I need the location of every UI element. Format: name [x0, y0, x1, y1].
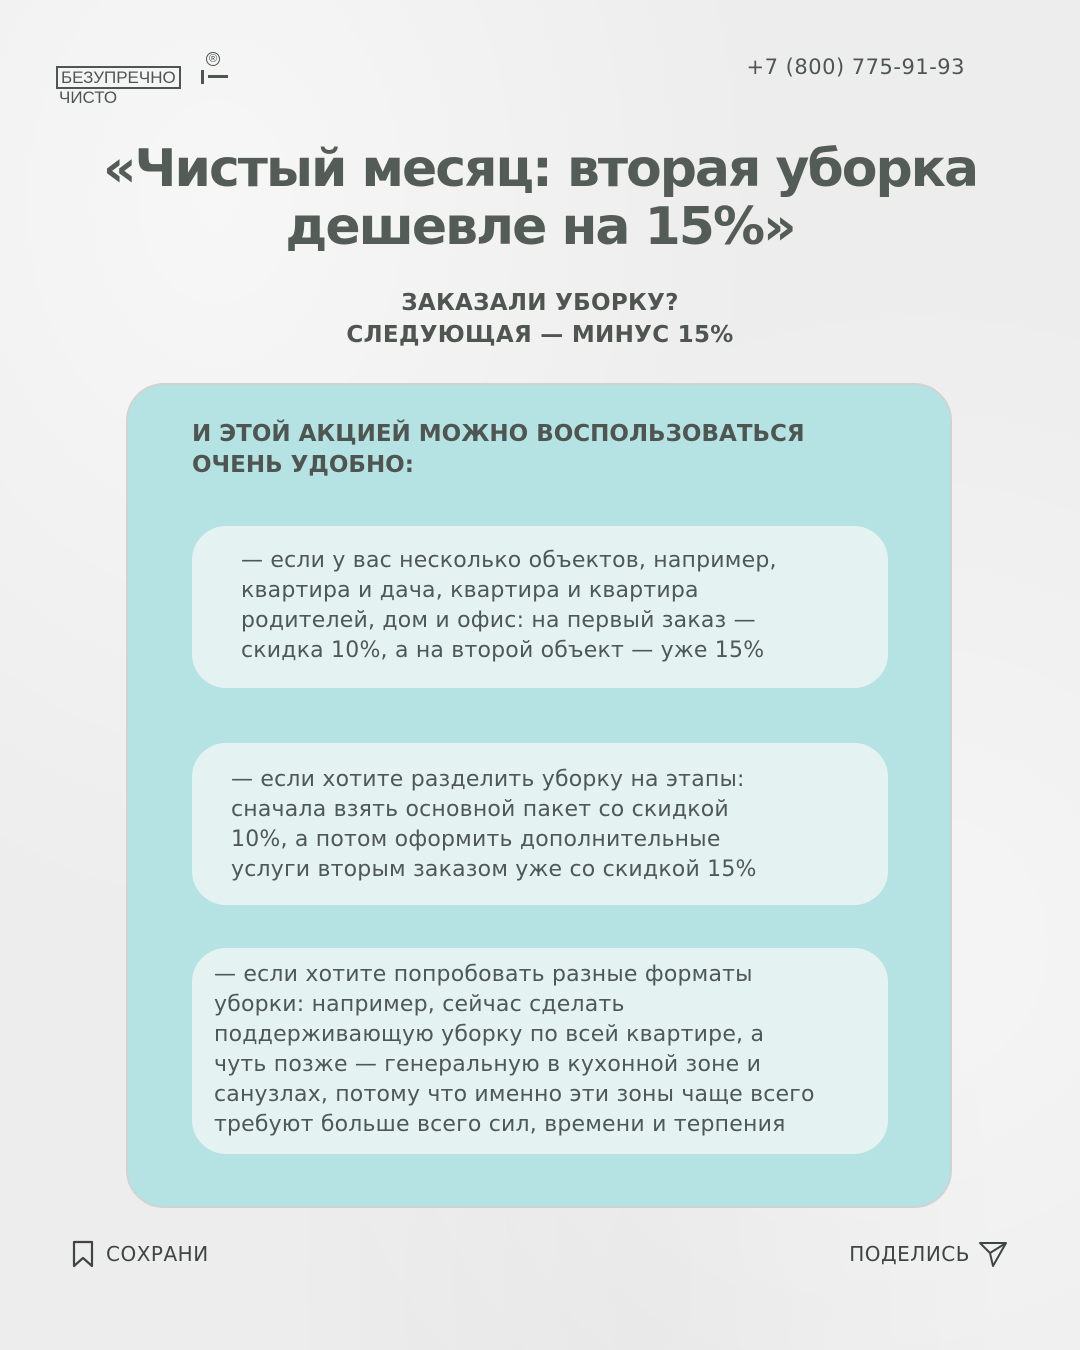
bookmark-icon: [72, 1240, 94, 1268]
phone-number[interactable]: +7 (800) 775-91-93: [746, 55, 965, 79]
card-heading: И ЭТОЙ АКЦИЕЙ МОЖНО ВОСПОЛЬЗОВАТЬСЯ ОЧЕНЬ УДОБНО:: [192, 421, 805, 478]
share-label: ПОДЕЛИСЬ: [849, 1242, 970, 1266]
benefit-bubble-3: [192, 948, 888, 1154]
logo-line-2: ЧИСТО: [59, 88, 118, 107]
benefit-text-1: — если у вас несколько объектов, например, квартира и дача, квартира и квартира родителей, дом и офис: на первый заказ — скидка 10%, а на второй объект — уже 15%: [241, 548, 777, 663]
save-label: СОХРАНИ: [106, 1242, 209, 1266]
logo-line-1: БЕЗУПРЕЧНО: [56, 66, 181, 89]
benefit-text-3: — если хотите попробовать разные форматы уборки: например, сейчас сделать поддерживающую уборку по всей квартире, а чуть позже — генеральную в кухонной зоне и санузлах, потому что именно эти зоны чаще всего требуют больше всего сил, времени и терпения: [214, 962, 815, 1137]
benefit-text-2: — если хотите разделить уборку на этапы: сначала взять основной пакет со скидкой 10%, а потом оформить дополнительные услуги вторым заказом уже со скидкой 15%: [231, 767, 757, 882]
subtitle-line-2: СЛЕДУЮЩАЯ — МИНУС 15%: [346, 322, 734, 348]
benefit-bubble-2: [192, 743, 888, 905]
page-subtitle: [0, 287, 1080, 351]
logo-mark: [201, 70, 218, 84]
send-icon: [978, 1240, 1008, 1268]
share-button[interactable]: [849, 1240, 1008, 1268]
brand-logo: [56, 53, 231, 108]
promo-card: [126, 383, 952, 1208]
registered-mark: ®: [206, 52, 220, 66]
benefit-bubble-1: [192, 526, 888, 688]
subtitle-line-1: ЗАКАЗАЛИ УБОРКУ?: [401, 290, 679, 316]
save-button[interactable]: [72, 1240, 209, 1268]
page-title: «Чистый месяц: вторая уборка дешевле на 15%»: [102, 139, 978, 257]
